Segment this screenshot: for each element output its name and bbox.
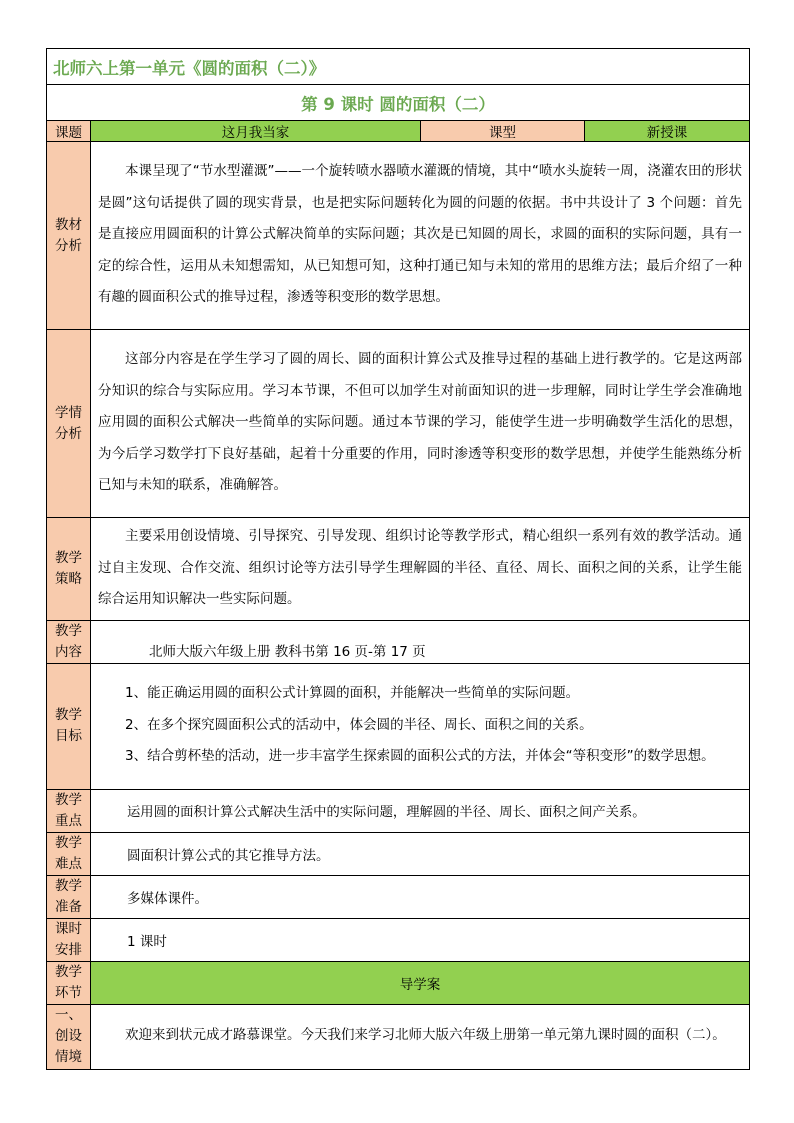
intro-text: 欢迎来到状元成才路慕课堂。今天我们来学习北师大版六年级上册第一单元第九课时圆的面积（二）。	[125, 1027, 726, 1044]
label-line: 安排	[55, 941, 82, 958]
label-line: 创设	[55, 1028, 82, 1044]
lesson-subtitle: 第 9 课时 圆的面积（二）	[47, 85, 750, 121]
label-line: 课时	[55, 920, 82, 937]
strategy-label	[47, 518, 91, 621]
topic-value: 这月我当家	[91, 121, 421, 142]
hours-text: 1 课时	[91, 918, 750, 961]
label-line: 情境	[55, 1049, 82, 1065]
label-line: 一、	[55, 1007, 82, 1023]
process-label	[47, 961, 91, 1004]
label-line: 难点	[55, 855, 82, 872]
lesson-type-label: 课型	[421, 121, 585, 142]
student-analysis-text: 这部分内容是在学生学习了圆的周长、圆的面积计算公式及推导过程的基础上进行教学的。它是这两部分知识的综合与实际应用。学习本节课，不但可以加学生对前面知识的进一步理解，同时让学生学会准确地应用圆的面积公式解决一些简单的实际问题。通过本节课的学习，能使学生进一步明确数学生活化的思想，为今后学习数学打下良好基础，起着十分重要的作用，同时渗透等积变形的数学思想，并使学生能熟练分析已知与未知的联系，准确解答。	[98, 351, 742, 494]
intro-cell	[91, 1004, 750, 1069]
hours-label	[47, 918, 91, 961]
label-line: 教学	[55, 707, 82, 723]
label-line: 教学	[55, 963, 82, 980]
content-label	[47, 620, 91, 663]
label-line: 准备	[55, 898, 82, 915]
preparation-text: 多媒体课件。	[91, 875, 750, 918]
label-line: 教学	[55, 549, 82, 566]
label-line: 分析	[55, 425, 82, 442]
label-line: 学情	[55, 404, 82, 421]
strategy-text: 主要采用创设情境、引导探究、引导发现、组织讨论等教学形式，精心组织一系列有效的教学活动。通过自主发现、合作交流、组织讨论等方法引导学生理解圆的半径、直径、周长、面积之间的关系，让学生能综合运用知识解决一些实际问题。	[98, 528, 742, 607]
label-line: 重点	[55, 812, 82, 829]
intro-label	[47, 1004, 91, 1069]
label-line: 教材	[55, 216, 82, 233]
guide-plan-header: 导学案	[91, 961, 750, 1004]
difficulties-label	[47, 832, 91, 875]
key-points-label	[47, 789, 91, 832]
goals-label	[47, 663, 91, 789]
material-analysis-cell	[91, 142, 750, 330]
label-line: 教学	[55, 622, 82, 639]
material-analysis-text: 本课呈现了“节水型灌溉”——一个旋转喷水器喷水灌溉的情境，其中“喷水头旋转一周，浇灌农田的形状是圆”这句话提供了圆的现实背景，也是把实际问题转化为圆的问题的依据。书中共设计了 3 个问题：首先是直接应用圆面积的计算公式解决简单的实际问题；其次是已知圆的周长，求圆的面积的实际问题，具有一定的综合性，运用从未知想需知，从已知想可知，这种打通已知与未知的常用的思维方法；最后介绍了一种有趣的圆面积公式的推导过程，渗透等积变形的数学思想。	[98, 163, 742, 306]
label-line: 教学	[55, 791, 82, 808]
goals-cell	[91, 663, 750, 789]
label-line: 目标	[55, 728, 82, 744]
label-line: 教学	[55, 834, 82, 851]
goal-item: 3、结合剪杯垫的活动，进一步丰富学生探索圆的面积公式的方法，并体会“等积变形”的数学思想。	[125, 748, 715, 765]
student-analysis-cell	[91, 330, 750, 518]
content-text: 北师大版六年级上册 教科书第 16 页-第 17 页	[91, 620, 750, 663]
label-line: 分析	[55, 237, 82, 254]
difficulties-text: 圆面积计算公式的其它推导方法。	[91, 832, 750, 875]
label-line: 环节	[55, 984, 82, 1001]
strategy-cell	[91, 518, 750, 621]
student-analysis-label	[47, 330, 91, 518]
label-line: 教学	[55, 877, 82, 894]
label-line: 策略	[55, 570, 82, 587]
lesson-plan-table	[46, 48, 750, 1070]
material-analysis-label	[47, 142, 91, 330]
key-points-text: 运用圆的面积计算公式解决生活中的实际问题，理解圆的半径、周长、面积之间产关系。	[91, 789, 750, 832]
lesson-type-value: 新授课	[585, 121, 750, 142]
preparation-label	[47, 875, 91, 918]
label-line: 内容	[55, 643, 82, 660]
document-title: 北师六上第一单元《圆的面积（二）》	[47, 49, 750, 85]
goal-item: 1、能正确运用圆的面积公式计算圆的面积，并能解决一些简单的实际问题。	[125, 685, 580, 702]
topic-label: 课题	[47, 121, 91, 142]
goal-item: 2、在多个探究圆面积公式的活动中，体会圆的半径、周长、面积之间的关系。	[125, 716, 593, 733]
